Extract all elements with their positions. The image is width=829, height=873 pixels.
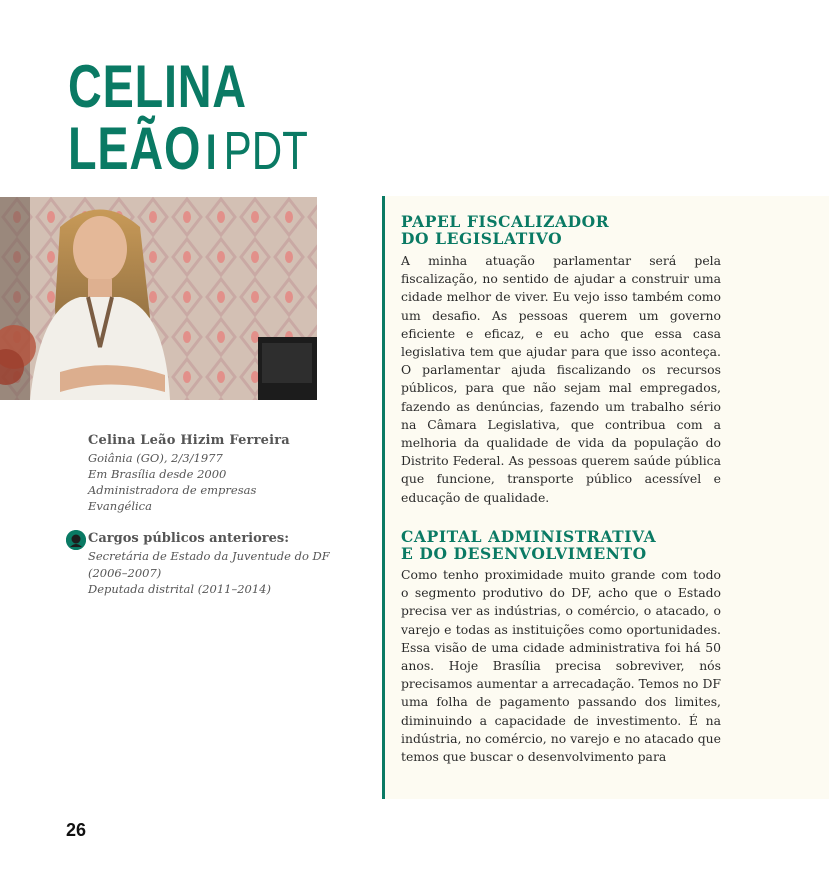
section-2-title-line-1: CAPITAL ADMINISTRATIVA bbox=[401, 527, 657, 546]
profession-info: Administradora de empresas bbox=[88, 483, 257, 497]
section-2-title-line-2: E DO DESENVOLVIMENTO bbox=[401, 544, 647, 563]
position-item: Secretária de Estado da Juventude do DF bbox=[88, 549, 330, 563]
profile-block bbox=[88, 433, 358, 514]
position-item: Deputada distrital (2011–2014) bbox=[88, 582, 271, 596]
full-name: Celina Leão Hizim Ferreira bbox=[88, 433, 290, 448]
party-label: PDT bbox=[223, 121, 308, 181]
surname: LEÃO bbox=[68, 115, 202, 182]
residence-info: Em Brasília desde 2000 bbox=[88, 467, 227, 481]
section-2-body: Como tenho proximidade muito grande com todo o segmento produtivo do DF, acho que o Estado precisa ver as indústrias, o comércio, o atacado, o varejo e todas as instituições como oportunidades. Essa visão de uma cidade administrativa foi há 50 anos. Hoje Brasília precisa sobreviver, nós precisamos aumentar a arrecadação. Temos no DF uma folha de pagamento passando dos limites, diminuindo a capacidade de investimento. É na indústria, no comércio, no varejo e no atacado que temos que buscar o desenvolvimento para bbox=[401, 567, 721, 765]
position-item: (2006–2007) bbox=[88, 565, 162, 580]
section-1-body: A minha atuação parlamentar será pela fiscalização, no sentido de ajudar a construir uma cidade melhor de viver. Eu vejo isso também como um desafio. As pessoas querem um governo eficiente e eficaz, e eu acho que essa casa legislativa tem que ajudar para que isso aconteça. O parlamentar ajuda fiscalizando os recursos públicos, para que não sejam mal empregados, fazendo as denúncias, fazendo um trabalho sério na Câmara Legislativa, que contribua com a melhoria da qualidade de vida da população do Distrito Federal. As pessoas querem saúde pública que funcione, transporte público acessível e educação de qualidade. bbox=[401, 253, 721, 505]
religion-info: Evangélica bbox=[88, 499, 152, 513]
party-separator: I bbox=[205, 124, 218, 180]
section-1-title-line-1: PAPEL FISCALIZADOR bbox=[401, 212, 610, 231]
section-1-title bbox=[401, 213, 609, 247]
section-1-title-line-2: DO LEGISLATIVO bbox=[401, 229, 563, 248]
name-line-2 bbox=[68, 115, 308, 183]
portrait-photo bbox=[0, 197, 317, 400]
page-number: 26 bbox=[66, 820, 87, 840]
positions-title: Cargos públicos anteriores: bbox=[88, 531, 290, 546]
candidate-photo bbox=[0, 197, 317, 400]
person-badge-icon bbox=[66, 530, 86, 550]
section-2-title bbox=[401, 528, 656, 562]
positions-list bbox=[88, 548, 330, 598]
name-line-1: CELINA bbox=[68, 53, 247, 120]
candidate-name bbox=[68, 53, 308, 183]
birth-info: Goiânia (GO), 2/3/1977 bbox=[88, 451, 223, 465]
